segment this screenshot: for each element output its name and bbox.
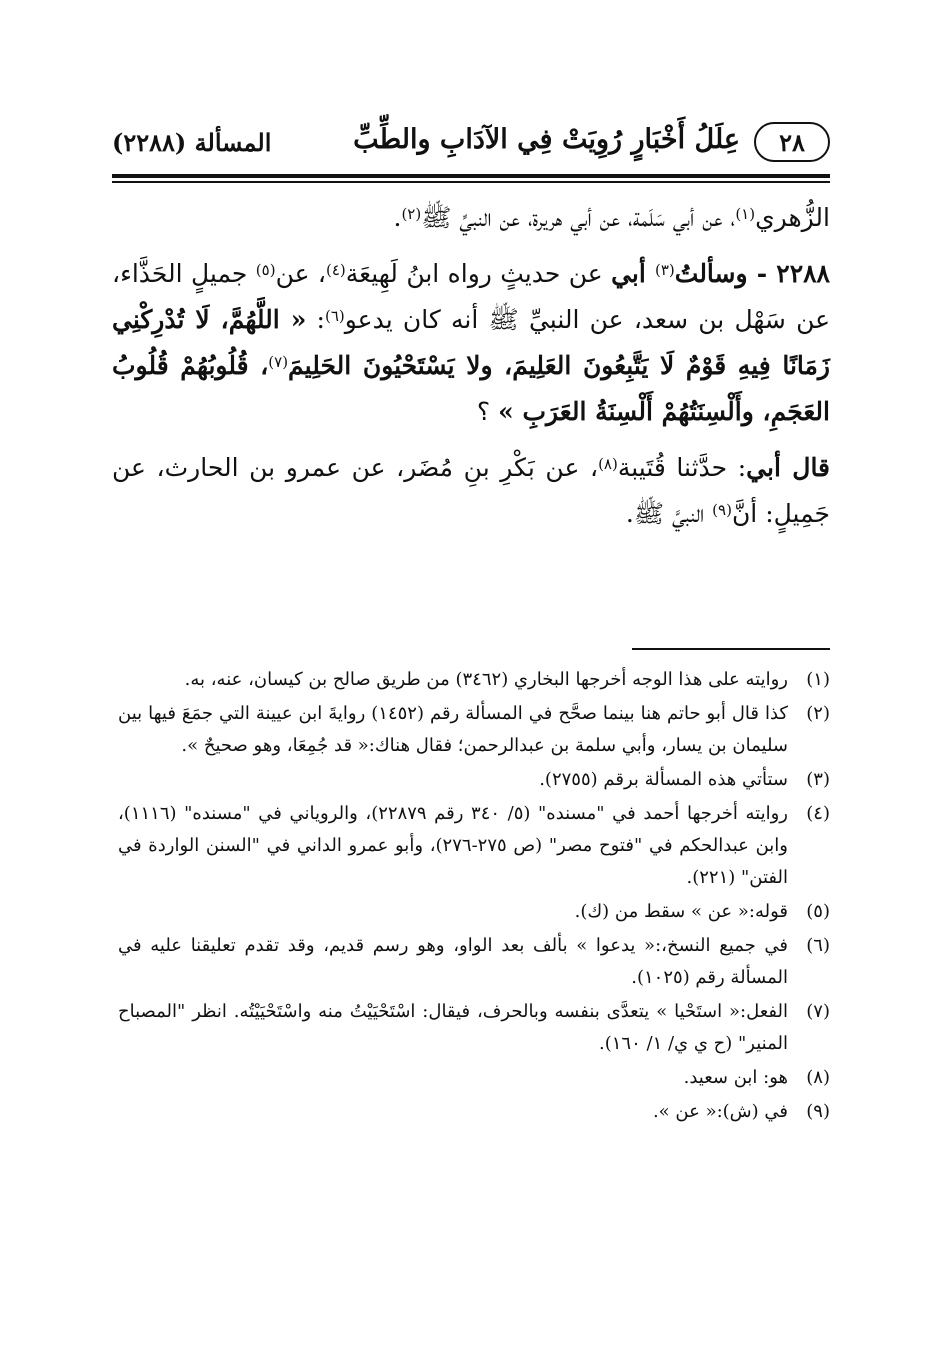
footnote-text: الفعل:« استَحْيا » يتعدَّى بنفسه وبالحرف، فيقال: اسْتَحْيَيْتُ منه واسْتَحْيَيْتُه. انظر "المصباح المنير" (ح ي ي/ ١/ ١٦٠). [118,1001,788,1054]
text-run: ، عن أبي سَلَمة، عن أبي هريرة، عن النبيِّ ﷺ [421,203,736,232]
issue-label: المسألة (٢٢٨٨) [112,128,272,157]
footnotes [118,664,830,1130]
footnote [118,996,830,1060]
paragraph-2 [112,251,830,435]
hadith-text: ، قُلُوبُهُمْ قُلُوبُ العَجَمِ، وأَلْسِنَتُهُمْ أَلْسِنَةُ العَرَبِ » [112,351,830,426]
text-run: : حدَّثنا قُتَيبة [617,453,747,482]
footnote-number: (٧) [806,1001,830,1022]
footnote-number: (٦) [806,935,830,956]
text-run: عن حديثٍ رواه ابنُ لَهِيعَة [345,259,612,288]
footnote-text: هو: ابن سعيد. [683,1067,788,1088]
text-run: قال أبي [746,453,831,482]
footnote [118,896,830,928]
hadith-text: « اللَّهُمَّ، لَا تُدْرِكْنِي زَمَانًا فِيهِ قَوْمٌ لَا يَتَّبِعُونَ العَلِيمَ، ولا يَسْتَحْيُونَ الحَلِيمَ [112,305,830,380]
footnote-text: في جميع النسخ،:« يدعوا » بألف بعد الواو، وهو رسم قديم، وقد تقدم تعليقنا عليه في المسألة رقم (١٠٢٥). [118,935,788,988]
footnote-ref-3: (٣) [654,261,675,279]
footnote [118,798,830,894]
footnote [118,1096,830,1128]
issue-number-text: ٢٢٨٨ - وسألتُ [674,259,830,288]
text-run: ؟ [476,397,499,426]
footnote-ref-8: (٨) [598,455,618,473]
text-run: ، عن [275,259,326,288]
footnote-text: روايته على هذا الوجه أخرجها البخاري (٣٤٦٢) من طريق صالح بن كيسان، عنه، به. [184,669,788,690]
header-rule-thick [112,174,830,178]
paragraph-3 [112,445,830,537]
footnote-number: (٥) [806,901,830,922]
footnote-text: كذا قال أبو حاتم هنا بينما صحَّح في المسألة رقم (١٤٥٢) روايةَ ابن عيينة التي جمَعَ فيها بين سليمان بن يسار، وأبي سلمة بن عبدالرحمن؛ فقال هناك:« قد جُمِعَا، وهو صحيحٌ ». [118,703,788,756]
main-text [112,195,830,537]
footnote-text: روايته أخرجها أحمد في "مسنده" (٥/ ٣٤٠ رقم ٢٢٨٧٩)، والروياني في "مسنده" (١١١٦)، وابن عبدالحكم في "فتوح مصر" (ص ٢٧٥-٢٧٦)، وأبو عمرو الداني في "السنن الواردة في الفتن" (٢٢١). [118,803,789,888]
page-number-badge [754,122,830,162]
footnote-number: (٣) [806,769,830,790]
footnote-number: (٨) [806,1067,830,1088]
footnote [118,764,830,796]
text-run: أبي [611,259,655,288]
footnote-text: في (ش):« عن ». [652,1101,788,1122]
text-run: النبيَّ ﷺ. [625,499,713,528]
footnote-text: ستأتي هذه المسألة برقم (٢٧٥٥). [539,769,788,790]
book-title: عِلَلُ أَخْبَارٍ رُوِيَتْ فِي الآدَابِ والطِّبِّ [353,124,740,155]
footnote [118,664,830,696]
footnote-number: (١) [806,669,830,690]
paragraph-1 [112,195,830,241]
footnote [118,698,830,762]
page-header [112,118,830,168]
footnote-ref-6: (٦) [324,307,345,325]
page-number: ٢٨ [779,127,805,157]
footnote [118,1062,830,1094]
text-run: : [306,305,325,334]
footnote-separator [632,648,830,650]
text-run: . [393,203,402,232]
text-run: ، عن بَكْرِ بنِ مُضَر، عن عمرو بن الحارث، عن جَمِيلٍ: أنَّ [112,453,830,528]
header-rule-thin [112,181,830,183]
footnote-number: (٤) [806,803,830,824]
footnote-ref-5: (٥) [255,261,276,279]
footnote [118,930,830,994]
footnote-ref-7: (٧) [268,353,289,371]
text-run: الزُّهري [755,203,830,232]
footnote-ref-1: (١) [735,205,756,223]
footnote-text: قوله:« عن » سقط من (ك). [574,901,788,922]
footnote-number: (٢) [806,703,830,724]
footnote-number: (٩) [806,1101,830,1122]
footnote-ref-9: (٩) [712,501,732,519]
footnote-ref-4: (٤) [325,261,346,279]
footnote-ref-2: (٢) [401,205,422,223]
text-run: جميلٍ الحَذَّاء، عن سَهْل بن سعد، عن النبيِّ ﷺ أنه كان يدعو [112,259,831,334]
